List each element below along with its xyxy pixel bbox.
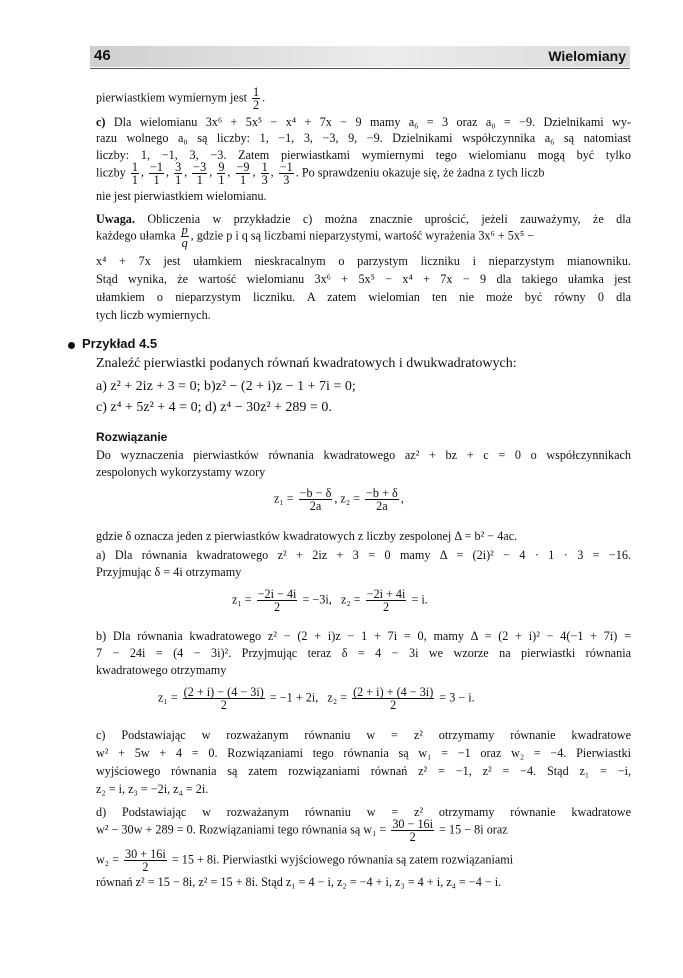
candidate-fraction: $\frac{9}{1}$ [218, 160, 225, 187]
paragraph-c-fractions-line: liczby $\frac{1}{1}$ , $\frac{-1}{1}$ , $\frac{3}{1}$ , $\frac{-3}{1}$ , $\frac{9}{1}$ , $\frac{-9}{1}$ , $\frac{1}{3}$ , $\frac{-1}{3}$ . Po sprawdzeniu okazuje się, że żadna z tych liczb [96, 160, 545, 187]
part-b-z2-fraction: $\frac{(2 + i) + (4 - 3i)}{2}$ [353, 685, 434, 712]
candidate-fraction: $\frac{-1}{1}$ [150, 160, 163, 187]
header-rule [90, 68, 630, 69]
part-b-formula: z₁ = $\frac{(2 + i) - (4 - 3i)}{2}$ = −1 + 2i, z₂ = $\frac{(2 + i) + (4 - 3i)}{2}$ = 3 − i. [158, 685, 475, 712]
candidate-fraction: $\frac{1}{3}$ [261, 160, 268, 187]
solution-intro2: zespolonych wykorzystamy wzory [96, 465, 266, 479]
note-line5: ułamkiem o nieparzystym liczniku. A zatem wielomian ten nie może być równy 0 dla [96, 290, 631, 304]
part-a-line2: Przyjmując δ = 4i otrzymamy [96, 565, 242, 579]
solution-title: Rozwiązanie [96, 430, 168, 444]
candidate-fractions: $\frac{1}{1}$ , $\frac{-1}{1}$ , $\frac{3}{1}$ , $\frac{-3}{1}$ , $\frac{9}{1}$ , $\frac{-9}{1}$ , $\frac{1}{3}$ , $\frac{-1}{3}$ [131, 160, 293, 187]
part-c-line1: c) Podstawiając w rozważanym równaniu w = z² otrzymamy równanie kwadratowe [96, 728, 631, 742]
part-a-z1-fraction: $\frac{-2i - 4i}{2}$ [257, 587, 297, 614]
fraction-half: $\frac{1}{2}$ [253, 85, 260, 112]
intro-line: pierwiastkiem wymiernym jest $\frac{1}{2}$ . [96, 85, 266, 112]
candidate-fraction: $\frac{1}{1}$ [131, 160, 138, 187]
part-d-w2-fraction: $\frac{30 + 16i}{2}$ [125, 847, 166, 874]
page-header [90, 46, 630, 67]
paragraph-c-line1: c) Dla wielomianu 3x⁶ + 5x⁵ − x⁴ + 7x − 9 mamy a₆ = 3 oraz a₀ = −9. Dzielnikami wy- [96, 115, 632, 129]
general-formula: z₁ = $\frac{-b - \delta}{2a}$ , z₂ = $\frac{-b + \delta}{2a}$ , [274, 486, 404, 513]
paragraph-c-line2: razu wolnego a₀ są liczby: 1, −1, 3, −3, 9, −9. Dzielnikami współczynnika a₆ są natomiast [96, 131, 631, 145]
part-b-line3: kwadratowego otrzymamy [96, 663, 227, 677]
part-c-line3: wyjściowego równania są zatem rozwiązaniami równań z² = −1, z² = −4. Stąd z₁ = −i, [96, 764, 631, 778]
part-d-line2: w² − 30w + 289 = 0. Rozwiązaniami tego równania są w₁ = $\frac{30 - 16i}{2}$ = 15 − 8i oraz [96, 817, 508, 844]
formula-z1-fraction: $\frac{-b - \delta}{2a}$ [299, 486, 332, 513]
candidate-fraction: $\frac{-3}{1}$ [193, 160, 207, 187]
example-row1: a) z² + 2iz + 3 = 0; b)z² − (2 + i)z − 1 + 7i = 0; [96, 379, 356, 394]
label-c: c) [96, 115, 106, 129]
bullet-icon [68, 342, 75, 349]
example-title: Przykład 4.5 [82, 336, 158, 351]
note-line6: tych liczb wymiernych. [96, 308, 211, 322]
note-line3: x⁴ + 7x jest ułamkiem nieskracalnym o parzystym liczniku i nieparzystym mianowniku. [96, 254, 631, 268]
note-line1: Uwaga. Obliczenia w przykładzie c) można znacznie uprościć, jeżeli zauważymy, że dla [96, 212, 632, 226]
candidate-fraction: $\frac{-1}{3}$ [279, 160, 293, 187]
candidate-fraction: $\frac{3}{1}$ [175, 160, 182, 187]
part-b-line1: b) Dla równania kwadratowego z² − (2 + i)z − 1 + 7i = 0, mamy Δ = (2 + i)² − 4(−1 + 7i) = [96, 629, 631, 643]
part-a-line1: a) Dla równania kwadratowego z² + 2iz + 3 = 0 mamy Δ = (2i)² − 4 · 1 · 3 = −16. [96, 548, 631, 562]
part-d-line3: w₂ = $\frac{30 + 16i}{2}$ = 15 + 8i. Pierwiastki wyjściowego równania są zatem rozwiązaniami [96, 847, 514, 874]
solution-intro1: Do wyznaczenia pierwiastków równania kwadratowego az² + bz + c = 0 o współczynnikach [96, 448, 631, 462]
part-c-line4: z₂ = i, z₃ = −2i, z₄ = 2i. [96, 782, 209, 796]
candidate-fraction: $\frac{-9}{1}$ [236, 160, 250, 187]
part-b-line2: 7 − 24i = (4 − 3i)². Przyjmując teraz δ = 4 − 3i we wzorze na pierwiastki równania [96, 646, 631, 660]
part-d-w1-fraction: $\frac{30 - 16i}{2}$ [392, 817, 434, 844]
example-row2: c) z⁴ + 5z² + 4 = 0; d) z⁴ − 30z² + 289 = 0. [96, 400, 332, 415]
fraction-p-over-q: $\frac{p}{q}$ [181, 223, 188, 250]
note-label: Uwaga. [96, 212, 135, 226]
note-line2: każdego ułamka $\frac{p}{q}$ , gdzie p i q są liczbami nieparzystymi, wartość wyrażenia 3x⁶ + 5x⁵ − [96, 223, 535, 250]
part-b-z1-fraction: $\frac{(2 + i) - (4 - 3i)}{2}$ [183, 685, 264, 712]
part-d-line1: d) Podstawiając w rozważanym równaniu w = z² otrzymamy równanie kwadratowe [96, 805, 631, 819]
paragraph-c-line3: liczby: 1, −1, 3, −3. Zatem pierwiastkami wymiernymi tego wielomianu mogą być tylko [96, 148, 631, 162]
intro-text: pierwiastkiem wymiernym jest [96, 90, 247, 105]
note-line4: Stąd wynika, że wartość wielomianu 3x⁶ + 5x⁵ − x⁴ + 7x − 9 dla takiego ułamka jest [96, 272, 631, 286]
part-a-formula: z₁ = $\frac{-2i - 4i}{2}$ = −3i, z₂ = $\frac{-2i + 4i}{2}$ = i. [232, 587, 428, 614]
paragraph-c-line5: nie jest pierwiastkiem wielomianu. [96, 189, 267, 203]
formula-z2-fraction: $\frac{-b + \delta}{2a}$ [366, 486, 398, 513]
chapter-title: Wielomiany [548, 48, 626, 64]
page-number: 46 [94, 47, 111, 64]
delta-line: gdzie δ oznacza jeden z pierwiastków kwadratowych z liczby zespolonej Δ = b² − 4ac. [96, 529, 518, 543]
part-a-z2-fraction: $\frac{-2i + 4i}{2}$ [366, 587, 406, 614]
part-d-line4: równań z² = 15 − 8i, z² = 15 + 8i. Stąd z₁ = 4 − i, z₂ = −4 + i, z₃ = 4 + i, z₄ = −4 − i. [96, 875, 502, 889]
part-c-line2: w² + 5w + 4 = 0. Rozwiązaniami tego równania są w₁ = −1 oraz w₂ = −4. Pierwiastki [96, 746, 631, 760]
example-task: Znaleźć pierwiastki podanych równań kwadratowych i dwukwadratowych: [96, 356, 517, 371]
